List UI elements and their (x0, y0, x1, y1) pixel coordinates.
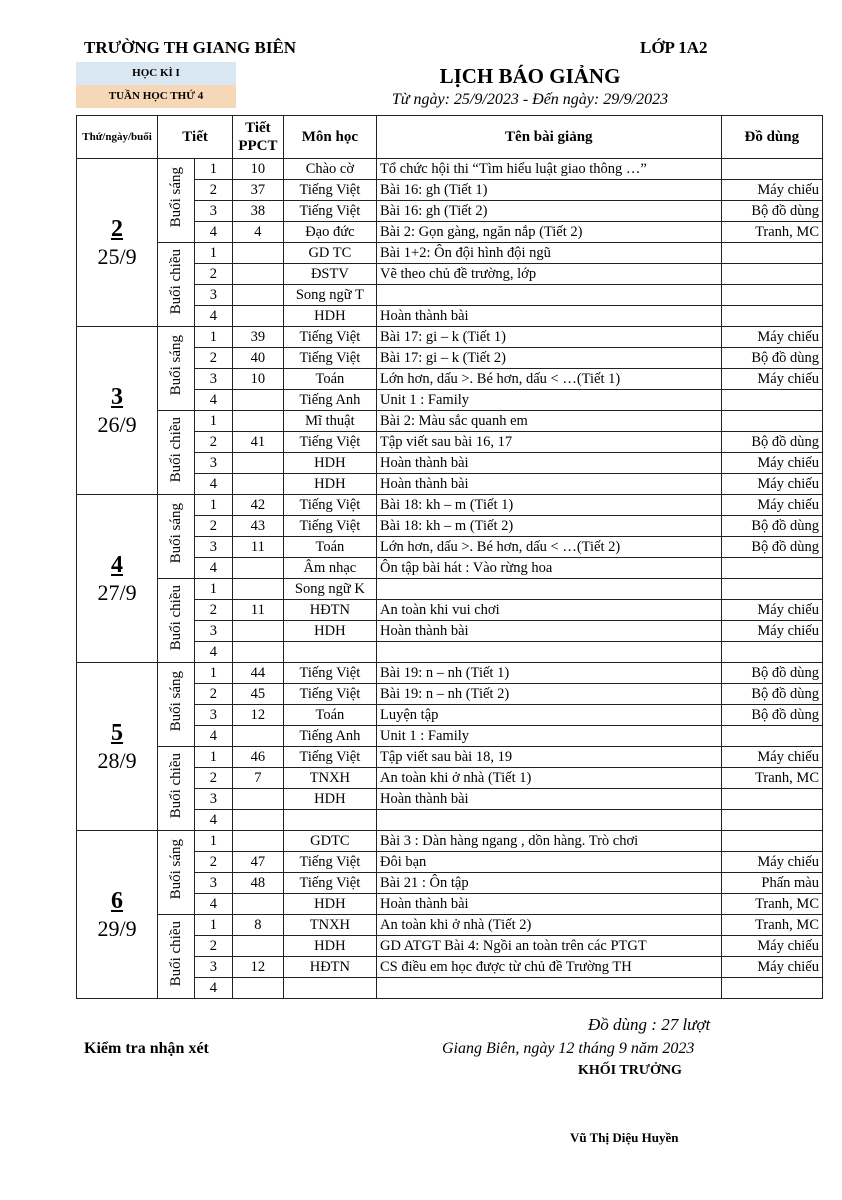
session-label: Buổi chiều (167, 248, 184, 315)
lesson-cell: An toàn khi vui chơi (377, 600, 722, 621)
tools-cell (721, 558, 822, 579)
tools-cell (721, 390, 822, 411)
subject-cell: Toán (283, 369, 376, 390)
lesson-cell (377, 579, 722, 600)
subject-cell: Tiếng Anh (283, 390, 376, 411)
session-cell (158, 747, 194, 831)
lesson-cell: Tập viết sau bài 16, 17 (377, 432, 722, 453)
subject-cell: Chào cờ (283, 159, 376, 180)
tools-cell (721, 264, 822, 285)
ppct-cell: 7 (233, 768, 284, 789)
period-cell: 1 (194, 495, 233, 516)
period-cell: 1 (194, 579, 233, 600)
lesson-cell (377, 810, 722, 831)
tools-cell: Tranh, MC (721, 768, 822, 789)
signer-name: Vũ Thị Diệu Huyền (570, 1130, 679, 1145)
subject-cell: HDH (283, 453, 376, 474)
table-row (77, 327, 823, 348)
period-cell: 3 (194, 453, 233, 474)
session-cell (158, 831, 194, 915)
table-row (77, 747, 823, 768)
lesson-cell: Tập viết sau bài 18, 19 (377, 747, 722, 768)
day-number: 6 (111, 887, 124, 914)
tools-cell (721, 978, 822, 999)
period-cell: 4 (194, 894, 233, 915)
lesson-cell: Hoàn thành bài (377, 474, 722, 495)
period-cell: 1 (194, 243, 233, 264)
lesson-cell: Vẽ theo chủ đề trường, lớp (377, 264, 722, 285)
tools-cell: Máy chiếu (721, 474, 822, 495)
day-date: 25/9 (97, 243, 137, 269)
subject-cell: Toán (283, 705, 376, 726)
table-row (77, 831, 823, 852)
session-cell (158, 243, 194, 327)
page-title: LỊCH BÁO GIẢNG (439, 64, 621, 88)
subject-cell: TNXH (283, 915, 376, 936)
ppct-cell (233, 789, 284, 810)
ppct-cell (233, 726, 284, 747)
tools-cell: Phấn màu (721, 873, 822, 894)
subject-cell: Tiếng Việt (283, 201, 376, 222)
period-cell: 1 (194, 327, 233, 348)
period-cell: 2 (194, 180, 233, 201)
week-label: TUẦN HỌC THỨ 4 (76, 85, 236, 108)
subject-cell: Tiếng Việt (283, 516, 376, 537)
ppct-cell: 38 (233, 201, 284, 222)
period-cell: 3 (194, 201, 233, 222)
lesson-cell: Hoàn thành bài (377, 306, 722, 327)
ppct-cell (233, 936, 284, 957)
ppct-cell: 4 (233, 222, 284, 243)
col-header-period: Tiết (158, 116, 233, 159)
subject-cell: HDH (283, 894, 376, 915)
lesson-cell: An toàn khi ở nhà (Tiết 2) (377, 915, 722, 936)
ppct-cell (233, 306, 284, 327)
period-cell: 1 (194, 411, 233, 432)
period-cell: 3 (194, 537, 233, 558)
ppct-cell (233, 285, 284, 306)
tools-cell: Máy chiếu (721, 327, 822, 348)
day-number: 3 (111, 383, 124, 410)
period-cell: 1 (194, 747, 233, 768)
lesson-cell: Unit 1 : Family (377, 390, 722, 411)
subject-cell: Toán (283, 537, 376, 558)
subject-cell: HDH (283, 936, 376, 957)
day-number: 2 (111, 215, 124, 242)
subject-cell: HĐTN (283, 957, 376, 978)
class-name: LỚP 1A2 (640, 38, 708, 57)
day-cell (77, 663, 158, 831)
subject-cell: Tiếng Việt (283, 873, 376, 894)
ppct-cell: 44 (233, 663, 284, 684)
subject-cell: Tiếng Việt (283, 663, 376, 684)
lesson-cell: Unit 1 : Family (377, 726, 722, 747)
period-cell: 1 (194, 663, 233, 684)
ppct-cell: 11 (233, 600, 284, 621)
ppct-cell (233, 243, 284, 264)
tools-cell (721, 831, 822, 852)
session-label: Buổi chiều (167, 416, 184, 483)
tools-cell: Bộ đồ dùng (721, 663, 822, 684)
subject-cell: GD TC (283, 243, 376, 264)
day-date: 28/9 (97, 747, 137, 773)
table-row (77, 495, 823, 516)
period-cell: 3 (194, 621, 233, 642)
subject-cell: Mĩ thuật (283, 411, 376, 432)
period-cell: 1 (194, 159, 233, 180)
session-cell (158, 327, 194, 411)
session-cell (158, 663, 194, 747)
lesson-cell (377, 285, 722, 306)
lesson-cell (377, 978, 722, 999)
lesson-cell: Hoàn thành bài (377, 894, 722, 915)
lesson-cell: Bài 16: gh (Tiết 1) (377, 180, 722, 201)
ppct-cell (233, 894, 284, 915)
ppct-cell (233, 558, 284, 579)
lesson-cell: Bài 2: Gọn gàng, ngăn nắp (Tiết 2) (377, 222, 722, 243)
table-row (77, 663, 823, 684)
table-row (77, 579, 823, 600)
tools-cell (721, 285, 822, 306)
period-cell: 3 (194, 873, 233, 894)
subject-cell (283, 642, 376, 663)
period-cell: 4 (194, 558, 233, 579)
session-label: Buổi chiều (167, 584, 184, 651)
ppct-cell: 43 (233, 516, 284, 537)
subject-cell: GDTC (283, 831, 376, 852)
session-label: Buổi chiều (167, 920, 184, 987)
tools-cell (721, 243, 822, 264)
session-cell (158, 159, 194, 243)
period-cell: 4 (194, 978, 233, 999)
lesson-cell: Bài 16: gh (Tiết 2) (377, 201, 722, 222)
period-cell: 3 (194, 957, 233, 978)
period-cell: 2 (194, 768, 233, 789)
period-cell: 2 (194, 852, 233, 873)
table-header-row (77, 116, 823, 159)
period-cell: 1 (194, 915, 233, 936)
session-cell (158, 411, 194, 495)
tools-cell: Máy chiếu (721, 957, 822, 978)
subject-cell: Tiếng Việt (283, 852, 376, 873)
lesson-cell: CS điều em học được từ chủ đề Trường TH (377, 957, 722, 978)
tools-cell: Bộ đồ dùng (721, 684, 822, 705)
ppct-cell (233, 810, 284, 831)
lesson-cell: Bài 21 : Ôn tập (377, 873, 722, 894)
lesson-cell: Bài 19: n – nh (Tiết 1) (377, 663, 722, 684)
lesson-cell: Lớn hơn, dấu >. Bé hơn, dấu < …(Tiết 2) (377, 537, 722, 558)
session-label: Buổi sáng (167, 335, 184, 396)
session-label: Buổi sáng (167, 503, 184, 564)
tools-cell: Máy chiếu (721, 852, 822, 873)
period-cell: 1 (194, 831, 233, 852)
lesson-cell: Luyện tập (377, 705, 722, 726)
lesson-cell: Hoàn thành bài (377, 453, 722, 474)
lesson-cell: Hoàn thành bài (377, 621, 722, 642)
lesson-cell: Ôn tập bài hát : Vào rừng hoa (377, 558, 722, 579)
tools-cell: Máy chiếu (721, 600, 822, 621)
subject-cell: Tiếng Việt (283, 180, 376, 201)
period-cell: 4 (194, 222, 233, 243)
tools-cell: Máy chiếu (721, 453, 822, 474)
session-cell (158, 915, 194, 999)
tools-cell: Bộ đồ dùng (721, 201, 822, 222)
table-row (77, 243, 823, 264)
period-cell: 2 (194, 516, 233, 537)
day-number: 4 (111, 551, 124, 578)
lesson-cell: GD ATGT Bài 4: Ngồi an toàn trên các PTGT (377, 936, 722, 957)
subject-cell: Tiếng Việt (283, 747, 376, 768)
period-cell: 2 (194, 600, 233, 621)
subject-cell: TNXH (283, 768, 376, 789)
day-cell (77, 327, 158, 495)
session-label: Buổi sáng (167, 167, 184, 228)
lesson-cell: Bài 17: gi – k (Tiết 1) (377, 327, 722, 348)
period-cell: 4 (194, 474, 233, 495)
tools-cell: Tranh, MC (721, 222, 822, 243)
subject-cell: HDH (283, 789, 376, 810)
review-label: Kiểm tra nhận xét (84, 1040, 209, 1057)
ppct-cell: 12 (233, 705, 284, 726)
subject-cell: Tiếng Việt (283, 348, 376, 369)
tools-cell: Máy chiếu (721, 180, 822, 201)
head-title: KHỐI TRƯỞNG (578, 1063, 682, 1078)
subject-cell: Âm nhạc (283, 558, 376, 579)
subject-cell: Song ngữ T (283, 285, 376, 306)
day-date: 29/9 (97, 915, 137, 941)
table-row (77, 159, 823, 180)
tools-cell (721, 810, 822, 831)
tools-cell: Bộ đồ dùng (721, 432, 822, 453)
date-range: Từ ngày: 25/9/2023 - Đến ngày: 29/9/2023 (391, 91, 669, 108)
period-cell: 2 (194, 936, 233, 957)
session-cell (158, 579, 194, 663)
ppct-cell (233, 579, 284, 600)
lesson-cell: Lớn hơn, dấu >. Bé hơn, dấu < …(Tiết 1) (377, 369, 722, 390)
day-cell (77, 159, 158, 327)
subject-cell: Tiếng Việt (283, 432, 376, 453)
period-cell: 3 (194, 369, 233, 390)
subject-cell: HDH (283, 621, 376, 642)
lesson-cell: Bài 2: Màu sắc quanh em (377, 411, 722, 432)
col-header-ppct: Tiết PPCT (233, 116, 284, 159)
tools-cell: Máy chiếu (721, 369, 822, 390)
lesson-cell: Bài 17: gi – k (Tiết 2) (377, 348, 722, 369)
ppct-cell: 10 (233, 159, 284, 180)
day-date: 27/9 (97, 579, 137, 605)
ppct-cell (233, 411, 284, 432)
subject-cell: Song ngữ K (283, 579, 376, 600)
place-date: Giang Biên, ngày 12 tháng 9 năm 2023 (442, 1040, 695, 1057)
session-cell (158, 495, 194, 579)
subject-cell: HĐTN (283, 600, 376, 621)
ppct-cell: 11 (233, 537, 284, 558)
period-cell: 3 (194, 705, 233, 726)
tools-cell (721, 726, 822, 747)
col-header-tools: Đồ dùng (721, 116, 822, 159)
col-header-subject: Môn học (283, 116, 376, 159)
table-row (77, 915, 823, 936)
period-cell: 4 (194, 726, 233, 747)
tools-cell: Bộ đồ dùng (721, 348, 822, 369)
ppct-cell (233, 264, 284, 285)
session-label: Buổi chiều (167, 752, 184, 819)
subject-cell (283, 810, 376, 831)
session-label: Buổi sáng (167, 671, 184, 732)
col-header-lesson: Tên bài giảng (377, 116, 722, 159)
tools-cell: Máy chiếu (721, 495, 822, 516)
lesson-cell: Bài 1+2: Ôn đội hình đội ngũ (377, 243, 722, 264)
ppct-cell: 48 (233, 873, 284, 894)
subject-cell: Tiếng Việt (283, 684, 376, 705)
ppct-cell (233, 453, 284, 474)
period-cell: 4 (194, 306, 233, 327)
subject-cell: Tiếng Việt (283, 327, 376, 348)
period-cell: 4 (194, 390, 233, 411)
subject-cell (283, 978, 376, 999)
day-number: 5 (111, 719, 124, 746)
ppct-cell: 39 (233, 327, 284, 348)
ppct-cell: 8 (233, 915, 284, 936)
period-cell: 4 (194, 642, 233, 663)
ppct-cell (233, 390, 284, 411)
ppct-cell: 46 (233, 747, 284, 768)
ppct-cell: 47 (233, 852, 284, 873)
day-date: 26/9 (97, 411, 137, 437)
session-label: Buổi sáng (167, 839, 184, 900)
term-label: HỌC KÌ I (76, 62, 236, 85)
tools-count: Đồ dùng : 27 lượt (588, 1015, 711, 1034)
ppct-cell: 40 (233, 348, 284, 369)
tools-cell (721, 159, 822, 180)
ppct-cell (233, 621, 284, 642)
ppct-cell: 41 (233, 432, 284, 453)
tools-cell (721, 411, 822, 432)
day-cell (77, 495, 158, 663)
subject-cell: HDH (283, 306, 376, 327)
period-cell: 2 (194, 432, 233, 453)
subject-cell: Tiếng Anh (283, 726, 376, 747)
tools-cell: Máy chiếu (721, 936, 822, 957)
ppct-cell (233, 978, 284, 999)
period-cell: 3 (194, 789, 233, 810)
school-name: TRƯỜNG TH GIANG BIÊN (84, 38, 297, 57)
tools-cell (721, 306, 822, 327)
tools-cell (721, 642, 822, 663)
tools-cell (721, 789, 822, 810)
lesson-cell: Đôi bạn (377, 852, 722, 873)
lesson-cell: Bài 18: kh – m (Tiết 2) (377, 516, 722, 537)
lesson-cell: Bài 3 : Dàn hàng ngang , dồn hàng. Trò chơi (377, 831, 722, 852)
lesson-cell: Bài 19: n – nh (Tiết 2) (377, 684, 722, 705)
day-cell (77, 831, 158, 999)
tools-cell: Tranh, MC (721, 915, 822, 936)
col-header-day: Thứ/ngày/buổi (77, 116, 158, 159)
ppct-cell (233, 474, 284, 495)
schedule-table (76, 115, 823, 999)
subject-cell: Đạo đức (283, 222, 376, 243)
table-row (77, 411, 823, 432)
ppct-cell: 45 (233, 684, 284, 705)
tools-cell: Máy chiếu (721, 747, 822, 768)
lesson-cell: Tổ chức hội thi “Tìm hiểu luật giao thông …” (377, 159, 722, 180)
lesson-cell: Bài 18: kh – m (Tiết 1) (377, 495, 722, 516)
ppct-cell: 10 (233, 369, 284, 390)
ppct-cell (233, 642, 284, 663)
ppct-cell (233, 831, 284, 852)
tools-cell: Bộ đồ dùng (721, 516, 822, 537)
period-cell: 2 (194, 684, 233, 705)
period-cell: 4 (194, 810, 233, 831)
tools-cell: Bộ đồ dùng (721, 537, 822, 558)
ppct-cell: 42 (233, 495, 284, 516)
tools-cell: Máy chiếu (721, 621, 822, 642)
tools-cell: Bộ đồ dùng (721, 705, 822, 726)
subject-cell: Tiếng Việt (283, 495, 376, 516)
tools-cell (721, 579, 822, 600)
ppct-cell: 12 (233, 957, 284, 978)
schedule-body (77, 159, 823, 999)
ppct-cell: 37 (233, 180, 284, 201)
subject-cell: ĐSTV (283, 264, 376, 285)
tools-cell: Tranh, MC (721, 894, 822, 915)
lesson-cell (377, 642, 722, 663)
subject-cell: HDH (283, 474, 376, 495)
lesson-cell: Hoàn thành bài (377, 789, 722, 810)
term-box (76, 62, 236, 108)
period-cell: 3 (194, 285, 233, 306)
period-cell: 2 (194, 348, 233, 369)
lesson-cell: An toàn khi ở nhà (Tiết 1) (377, 768, 722, 789)
period-cell: 2 (194, 264, 233, 285)
